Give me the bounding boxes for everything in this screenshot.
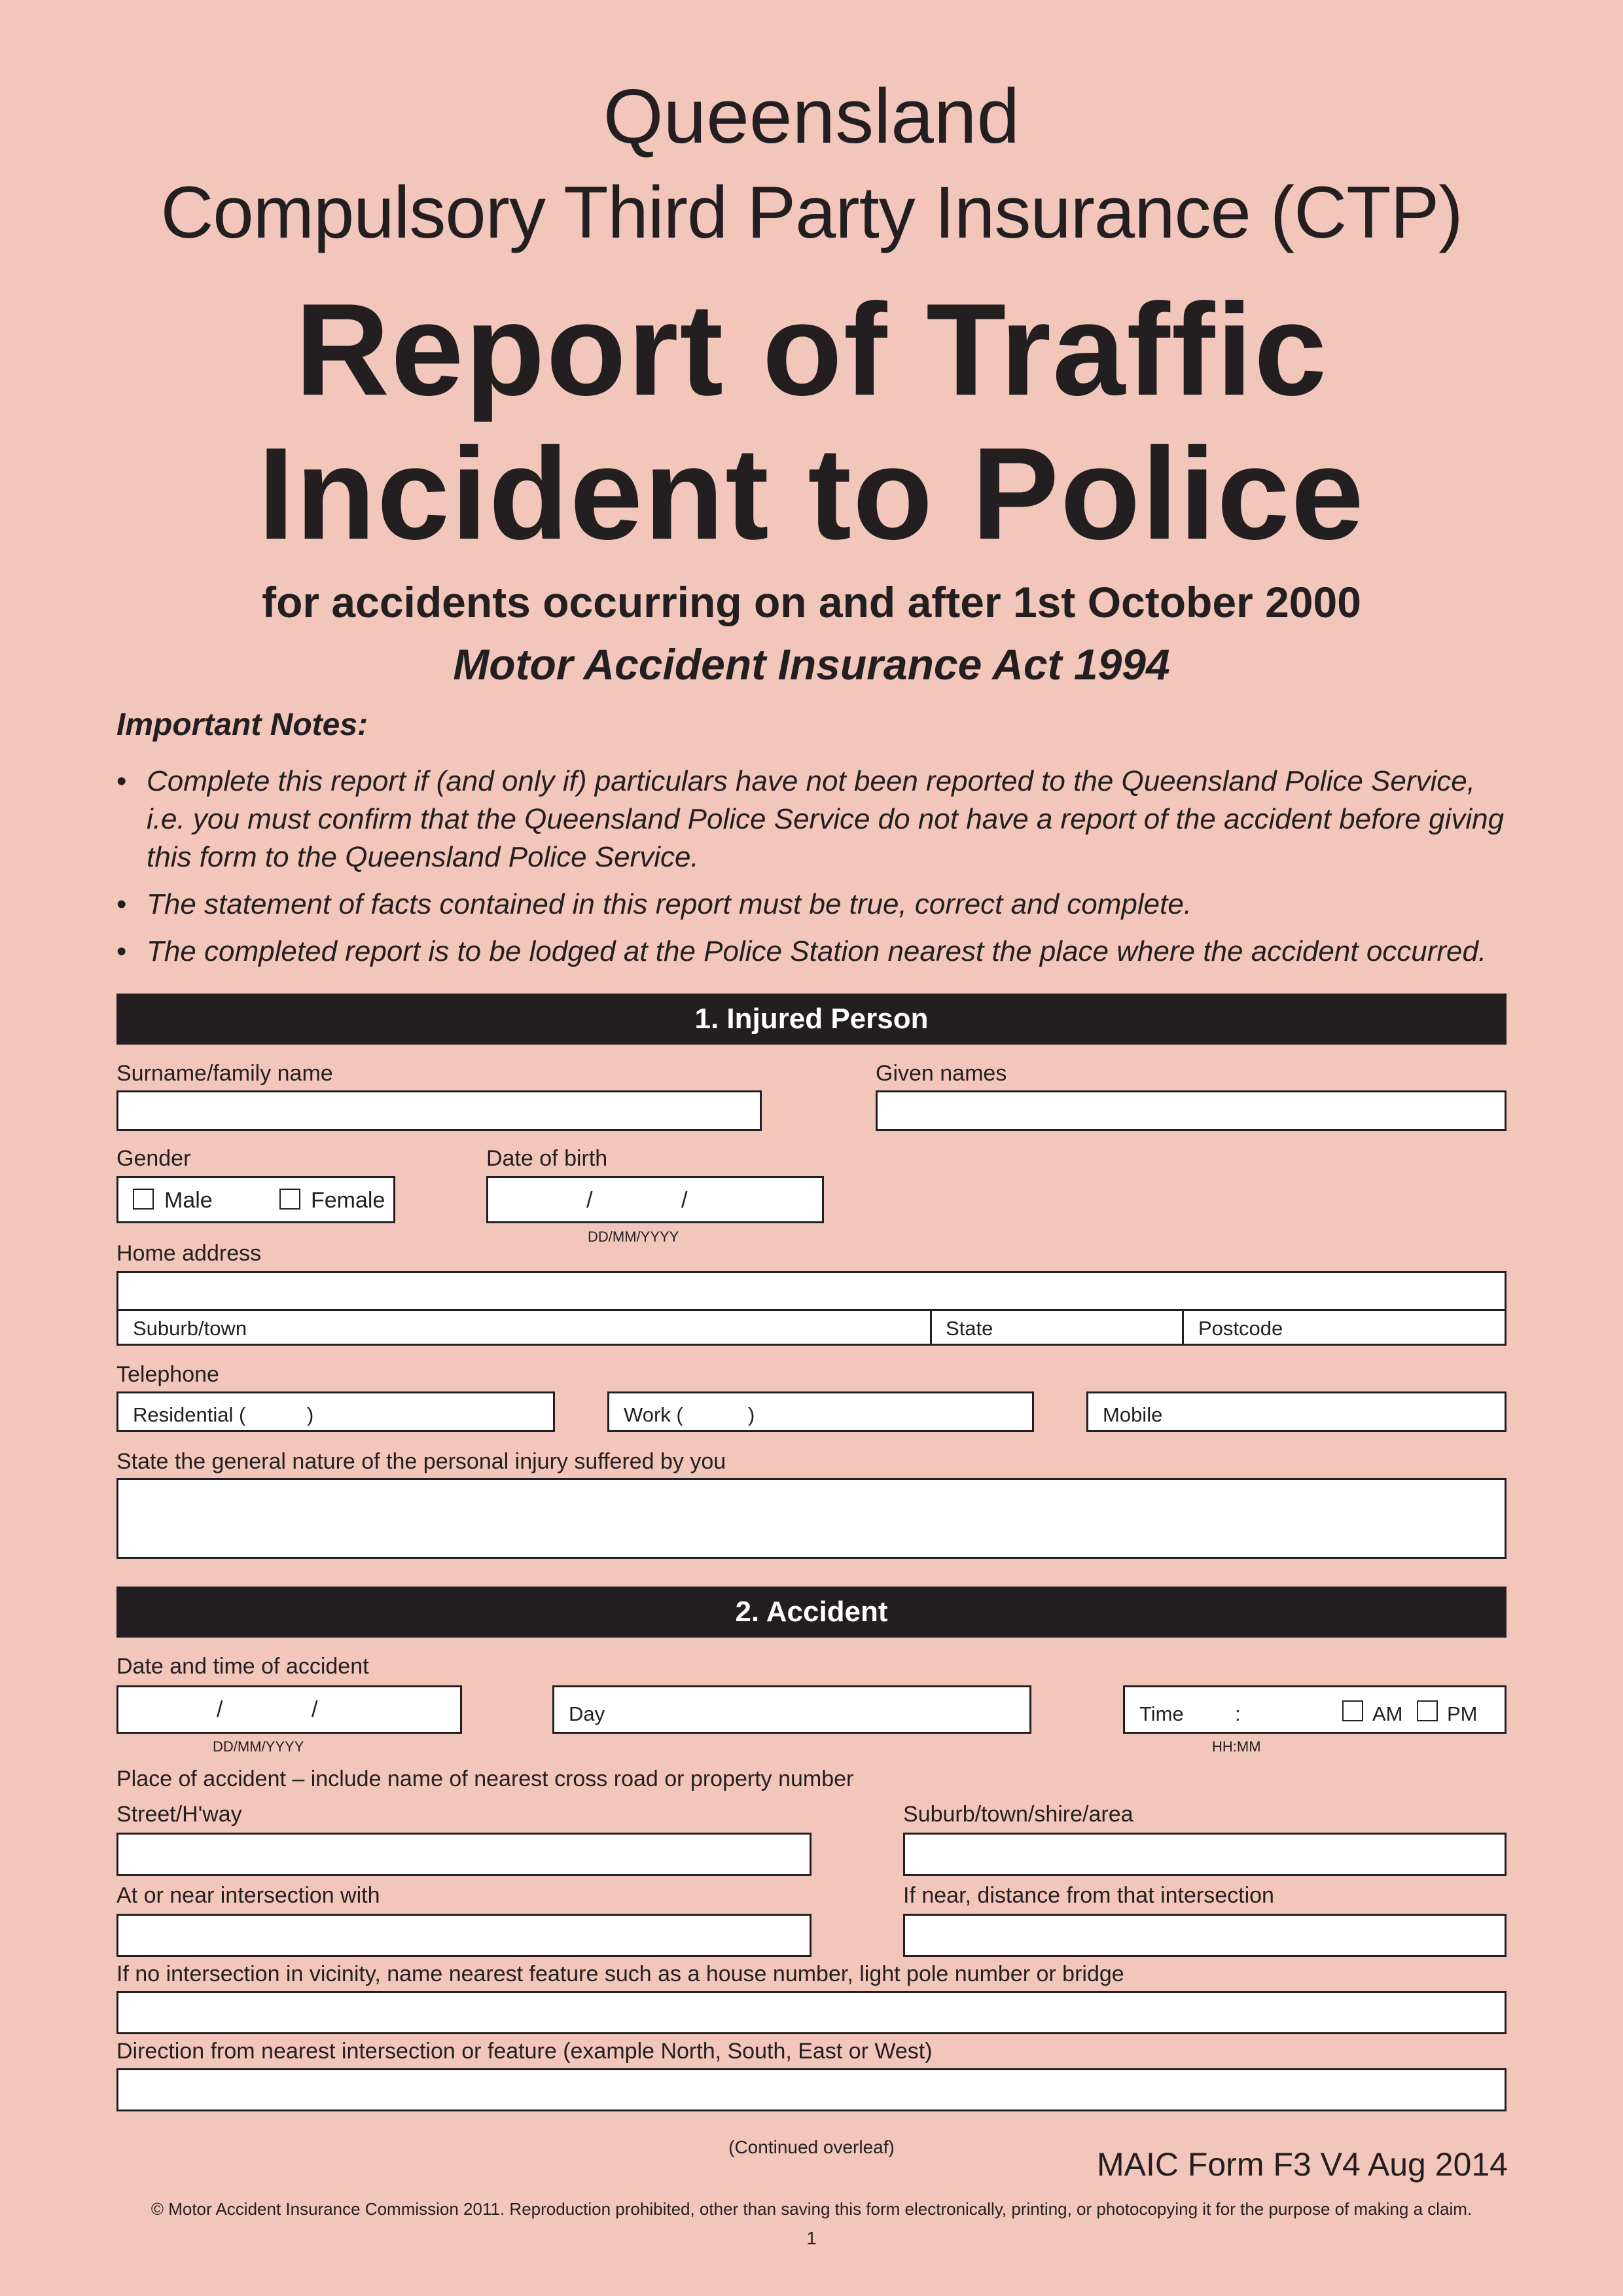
note-item: • The completed report is to be lodged at the Police Station nearest the place where the accident occurred. [116, 933, 1517, 971]
surname-field[interactable] [116, 1090, 762, 1131]
accident-date-field[interactable] [116, 1685, 462, 1734]
header-line1: Queensland [603, 73, 1020, 160]
work-label: Work ( [624, 1403, 683, 1426]
notes-title: Important Notes: [116, 708, 368, 742]
day-label: Day [569, 1702, 605, 1725]
state-label: State [946, 1317, 993, 1340]
suburb-area-field[interactable] [903, 1833, 1507, 1876]
mobile-label: Mobile [1103, 1403, 1163, 1426]
postcode-label: Postcode [1198, 1317, 1283, 1340]
telephone-label: Telephone [116, 1362, 219, 1387]
home-address-field[interactable] [116, 1271, 1507, 1346]
residential-paren: ) [307, 1403, 314, 1426]
section-header-injured-person: 1. Injured Person [116, 994, 1507, 1045]
direction-label: Direction from nearest intersection or feature (example North, South, East or West) [116, 2039, 933, 2064]
dob-label: Date of birth [486, 1146, 608, 1171]
surname-label: Surname/family name [116, 1061, 333, 1086]
copyright: © Motor Accident Insurance Commission 2011. Reproduction prohibited, other than saving this form electronically, printing, or photocopying it for the purpose of making a claim. [151, 2199, 1472, 2219]
dob-sep: / [681, 1188, 688, 1213]
note-item: • Complete this report if (and only if) particulars have not been reported to the Queensland Police Service, i.e. you must confirm that the Queensland Police Service do not have a report of the accident before giving this form to the Queensland Police Service. [116, 762, 1517, 876]
accident-date-format-hint: DD/MM/YYYY [213, 1738, 304, 1755]
pm-label: PM [1447, 1702, 1478, 1725]
place-label: Place of accident – include name of nearest cross road or property number [116, 1767, 854, 1791]
injury-label: State the general nature of the personal injury suffered by you [116, 1449, 726, 1474]
suburb-label: Suburb/town [133, 1317, 247, 1340]
feature-field[interactable] [116, 1991, 1507, 2034]
act-name: Motor Accident Insurance Act 1994 [453, 640, 1170, 689]
home-address-label: Home address [116, 1241, 262, 1266]
given-names-label: Given names [876, 1061, 1007, 1086]
page-title-line1: Report of Traffic [294, 277, 1329, 423]
accident-datetime-label: Date and time of accident [116, 1654, 369, 1679]
pm-checkbox[interactable] [1417, 1700, 1438, 1721]
accident-time-field[interactable] [1123, 1685, 1507, 1734]
am-checkbox[interactable] [1342, 1700, 1363, 1721]
dob-sep: / [586, 1188, 593, 1213]
dob-format-hint: DD/MM/YYYY [588, 1229, 679, 1245]
intersection-label: At or near intersection with [116, 1883, 380, 1908]
given-names-field[interactable] [876, 1090, 1507, 1131]
feature-label: If no intersection in vicinity, name nearest feature such as a house number, light pole number or bridge [116, 1962, 1124, 1986]
page-subtitle: for accidents occurring on and after 1st October 2000 [262, 578, 1361, 626]
street-label: Street/H'way [116, 1802, 242, 1827]
header-line2: Compulsory Third Party Insurance (CTP) [160, 171, 1463, 253]
gender-label: Gender [116, 1146, 191, 1171]
date-sep: / [217, 1697, 223, 1722]
page-title-line2: Incident to Police [258, 421, 1365, 567]
work-phone-field[interactable] [607, 1391, 1034, 1432]
intersection-field[interactable] [116, 1914, 812, 1957]
suburb-area-label: Suburb/town/shire/area [903, 1802, 1133, 1827]
page-number: 1 [806, 2228, 817, 2248]
residential-phone-field[interactable] [116, 1391, 555, 1432]
male-label: Male [164, 1188, 213, 1213]
date-sep: / [312, 1697, 318, 1722]
injury-field[interactable] [116, 1478, 1507, 1559]
female-label: Female [311, 1188, 385, 1213]
form-code: MAIC Form F3 V4 Aug 2014 [1096, 2146, 1508, 2183]
gender-box [116, 1176, 395, 1223]
direction-field[interactable] [116, 2068, 1507, 2111]
distance-label: If near, distance from that intersection [903, 1883, 1274, 1908]
female-checkbox[interactable] [279, 1189, 300, 1210]
accident-day-field[interactable] [552, 1685, 1031, 1734]
time-sep: : [1235, 1702, 1241, 1725]
time-format-hint: HH:MM [1212, 1738, 1261, 1755]
section-header-accident: 2. Accident [116, 1587, 1507, 1638]
mobile-phone-field[interactable] [1086, 1391, 1507, 1432]
am-label: AM [1372, 1702, 1403, 1725]
work-paren: ) [748, 1403, 755, 1426]
residential-label: Residential ( [133, 1403, 246, 1426]
male-checkbox[interactable] [133, 1189, 154, 1210]
time-label: Time [1139, 1702, 1184, 1725]
dob-field[interactable] [486, 1176, 824, 1223]
street-field[interactable] [116, 1833, 812, 1876]
notes-list [116, 762, 1517, 980]
note-item: • The statement of facts contained in this report must be true, correct and complete. [116, 886, 1517, 924]
continued-note: (Continued overleaf) [728, 2137, 895, 2157]
distance-field[interactable] [903, 1914, 1507, 1957]
